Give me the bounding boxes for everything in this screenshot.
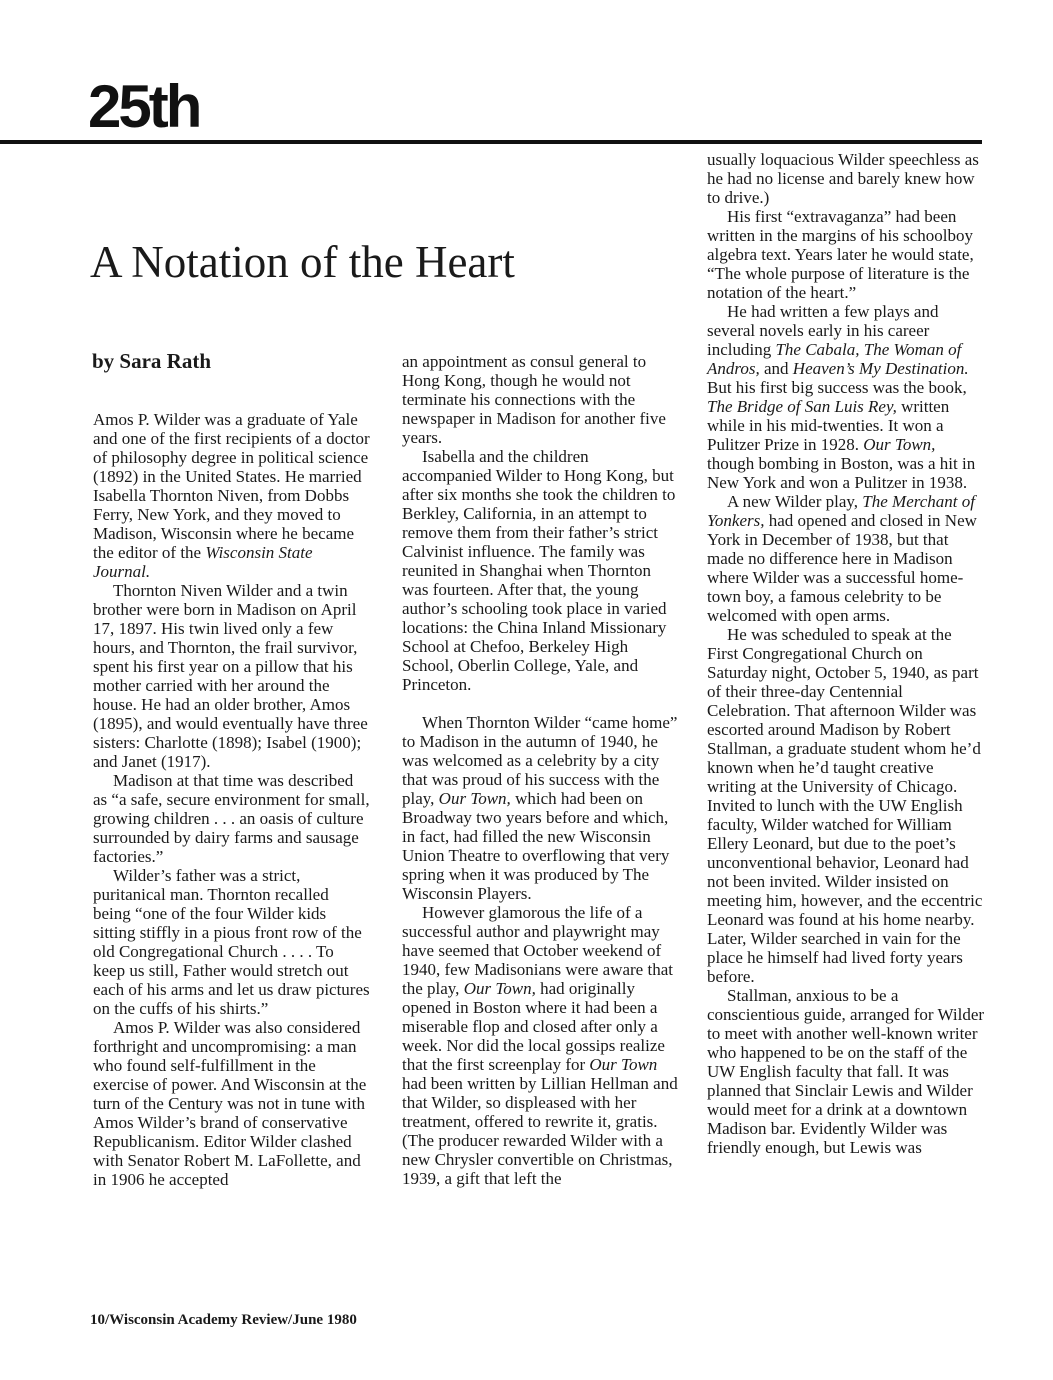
text-run: and [759,359,793,378]
paragraph [93,771,370,866]
byline: by Sara Rath [92,349,212,373]
text-run: Wilder’s father was a strict, puritanical man. Thornton recalled being “one of the four Wilder kids sitting stiffly in a pious front row of the old Congregational Church . . . . To keep us still, Father would stretch out each of his arms and let us draw pictures on the cuffs of his shirts.” [93,866,370,1018]
text-run: had opened and closed in New York in December of 1938, but that made no difference here in Madison where Wilder was a successful home-town boy, a famous celebrity to be welcomed with open arms. [707,511,977,625]
text-run: However glamorous the life of a successful author and playwright may have seemed that October weekend of 1940, few Madisonians were aware that the play, [402,903,673,998]
text-run: Isabella and the children accompanied Wilder to Hong Kong, but after six months she took the children to Berkley, California, in an attempt to remove them from their father’s strict Calvinist influence. The family was reunited in Shanghai when Thornton was fourteen. After that, the young author’s schooling took place in varied locations: the China Inland Missionary School at Chefoo, Berkeley High School, Oberlin College, Yale, and Princeton. [402,447,676,694]
text-run: an appointment as consul general to Hong Kong, though he would not terminate his connections with the newspaper in Madison for another five years. [402,352,666,447]
paragraph [93,1018,370,1189]
text-run: Thornton Niven Wilder and a twin brother were born in Madison on April 17, 1897. His twin lived only a few hours, and Thornton, the frail survivor, spent his first year on a pillow that his mother carried with her around the house. He had an older brother, Amos (1895), and would eventually have three sisters: Charlotte (1898); Isabel (1900); and Janet (1917). [93,581,368,771]
paragraph [402,352,680,447]
paragraph [707,207,985,302]
text-run: had originally opened in Boston where it had been a miserable flop and closed after only a week. Nor did the local gossips realize that the first screenplay for [402,979,665,1074]
text-column-3 [707,150,985,1157]
italic-text-run: The Merchant of Yonkers, [707,492,975,530]
text-run: Stallman, anxious to be a conscientious guide, arranged for Wilder to meet with another well-known writer who happened to be on the staff of the UW English faculty that fall. It was planned that Sinclair Lewis and Wilder would meet for a drink at a downtown Madison bar. Evidently Wilder was friendly enough, but Lewis was [707,986,985,1157]
italic-text-run: Our Town, [463,979,536,998]
italic-text-run: Our Town, [863,435,936,454]
paragraph [707,625,985,986]
italic-text-run: Our Town [589,1055,658,1074]
italic-text-run: Our Town, [438,789,511,808]
text-run: though bombing in Boston, was a hit in New York and won a Pulitzer in 1938. [707,454,976,492]
paragraph [707,492,985,625]
text-run: Madison at that time was described as “a safe, secure environment for small, growing children . . . an oasis of culture surrounded by dairy farms and sausage factories.” [93,771,370,866]
paragraph [402,903,680,1188]
text-run: A new Wilder play, [727,492,863,511]
text-run: had been written by Lillian Hellman and that Wilder, so displeased with her treatment, offered to rewrite it, gratis. (The producer rewarded Wilder with a new Chrysler convertible on Christmas, 1939, a gift that left the [402,1074,678,1188]
italic-text-run: The Cabala, The Woman of Andros, [707,340,962,378]
text-run: But his first big success was the book, [707,378,967,397]
text-run: When Thornton Wilder “came home” to Madison in the autumn of 1940, he was welcomed as a celebrity by a city that was proud of his success with the play, [402,713,678,808]
text-run: His first “extravaganza” had been written in the margins of his schoolboy algebra text. Years later he would state, “The whole purpose of literature is the notation of the heart.” [707,207,974,302]
paragraph [93,410,370,581]
text-run: which had been on Broadway two years before and which, in fact, had filled the new Wisconsin Union Theatre to overflowing that very spring when it was produced by The Wisconsin Players. [402,789,670,903]
text-run: He had written a few plays and several novels early in his career including [707,302,939,359]
page-footer: 10/Wisconsin Academy Review/June 1980 [90,1312,357,1328]
italic-text-run: Heaven’s My Destination. [792,359,969,378]
header-rule [0,140,982,144]
text-column-1 [93,410,370,1189]
text-run: usually loquacious Wilder speechless as he had no license and barely knew how to drive.) [707,150,979,207]
section-kicker: 25th [88,73,200,140]
text-run: Amos P. Wilder was a graduate of Yale and one of the first recipients of a doctor of philosophy degree in political science (1892) in the United States. He married Isabella Thornton Niven, from Dobbs Ferry, New York, and they moved to Madison, Wisconsin where he became the editor of the [93,410,370,562]
italic-text-run: The Bridge of San Luis Rey, [707,397,897,416]
paragraph [707,986,985,1157]
article-title: A Notation of the Heart [90,237,515,287]
paragraph [402,447,680,694]
paragraph [402,713,680,903]
text-column-2 [402,352,680,1188]
paragraph [707,302,985,492]
paragraph [707,150,985,207]
paragraph [93,866,370,1018]
paragraph [93,581,370,771]
italic-text-run: Wisconsin State Journal. [93,543,313,581]
text-run: Amos P. Wilder was also considered forthright and uncompromising: a man who found self-fulfillment in the exercise of power. And Wisconsin at the turn of the Century was not in tune with Amos Wilder’s brand of conservative Republicanism. Editor Wilder clashed with Senator Robert M. LaFollette, and in 1906 he accepted [93,1018,367,1189]
text-run: He was scheduled to speak at the First Congregational Church on Saturday night, October 5, 1940, as part of their three-day Centennial Celebration. That afternoon Wilder was escorted around Madison by Robert Stallman, a graduate student whom he’d known when he’d taught creative writing at the University of Chicago. Invited to lunch with the UW English faculty, Wilder watched for William Ellery Leonard, but due to the poet’s unconventional behavior, Leonard had not been invited. Wilder insisted on meeting him, however, and the eccentric Leonard was found at his home nearby. Later, Wilder searched in vain for the place he himself had lived forty years before. [707,625,983,986]
text-run: written while in his mid-twenties. It won a Pulitzer Prize in 1928. [707,397,950,454]
